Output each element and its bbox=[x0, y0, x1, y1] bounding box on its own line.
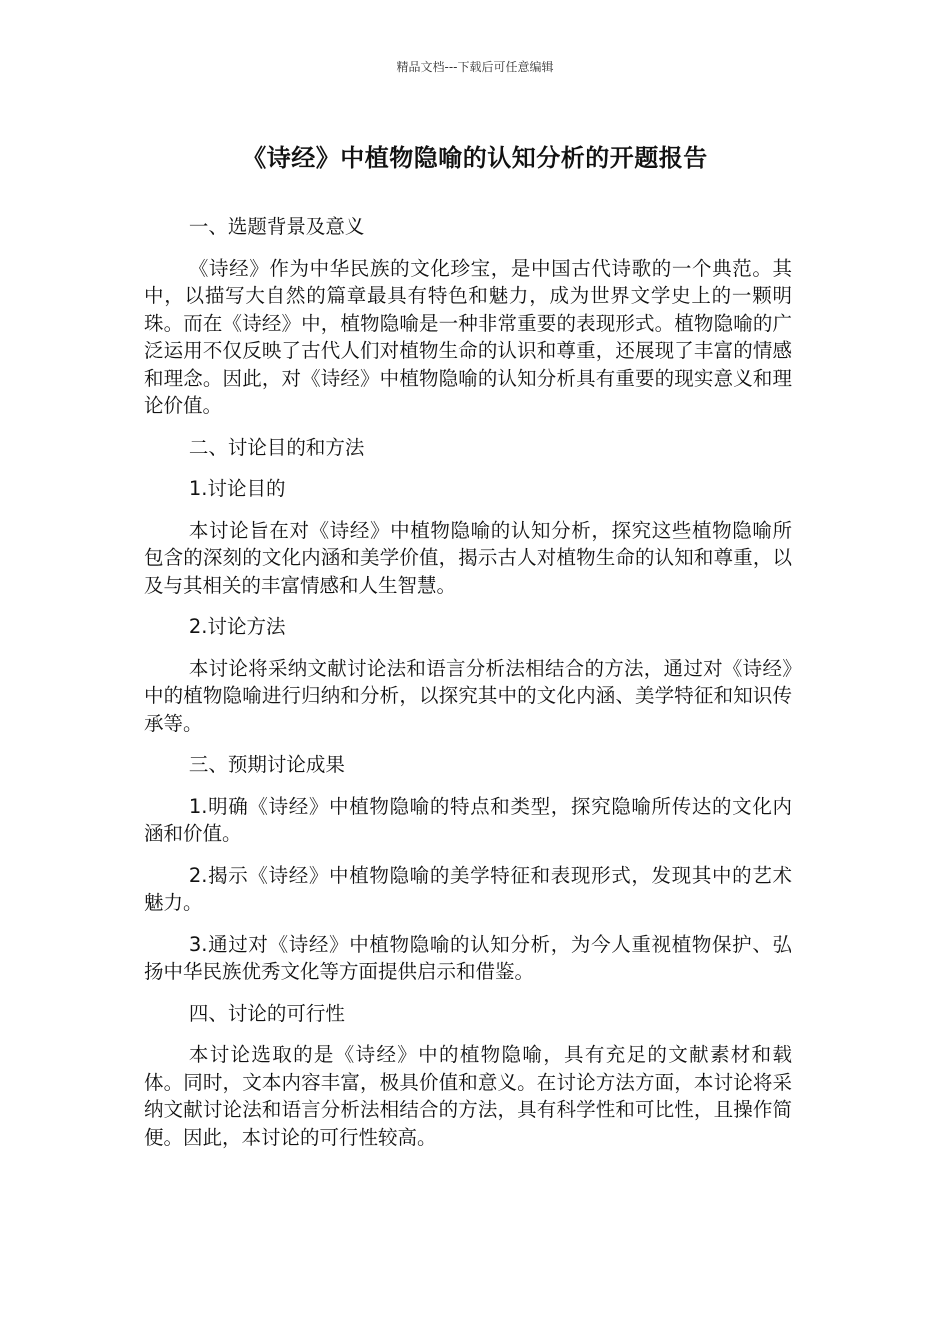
paragraph-result-1: 1.明确《诗经》中植物隐喻的特点和类型，探究隐喻所传达的文化内涵和价值。 bbox=[144, 794, 792, 845]
paragraph-method: 本讨论将采纳文献讨论法和语言分析法相结合的方法，通过对《诗经》中的植物隐喻进行归纳和分析，以探究其中的文化内涵、美学特征和知识传承等。 bbox=[144, 656, 792, 735]
paragraph-background: 《诗经》作为中华民族的文化珍宝，是中国古代诗歌的一个典范。其中，以描写大自然的篇章最具有特色和魅力，成为世界文学史上的一颗明珠。而在《诗经》中，植物隐喻是一种非常重要的表现形式。植物隐喻的广泛运用不仅反映了古代人们对植物生命的认识和尊重，还展现了丰富的情感和理念。因此，对《诗经》中植物隐喻的认知分析具有重要的现实意义和理论价值。 bbox=[144, 256, 792, 417]
section-heading-expected-results: 三、预期讨论成果 bbox=[188, 753, 345, 776]
subheading-method: 2.讨论方法 bbox=[188, 615, 286, 638]
section-heading-background: 一、选题背景及意义 bbox=[188, 215, 365, 238]
section-heading-feasibility: 四、讨论的可行性 bbox=[188, 1001, 345, 1025]
paragraph-feasibility: 本讨论选取的是《诗经》中的植物隐喻，具有充足的文献素材和载体。同时，文本内容丰富，极具价值和意义。在讨论方法方面，本讨论将采纳文献讨论法和语言分析法相结合的方法，具有科学性和可比性，且操作简便。因此，本讨论的可行性较高。 bbox=[144, 1043, 792, 1149]
paragraph-result-3: 3.通过对《诗经》中植物隐喻的认知分析，为今人重视植物保护、弘扬中华民族优秀文化等方面提供启示和借鉴。 bbox=[144, 932, 792, 983]
document-title: 《诗经》中植物隐喻的认知分析的开题报告 bbox=[242, 144, 708, 172]
subheading-purpose: 1.讨论目的 bbox=[188, 477, 286, 500]
document-body bbox=[144, 213, 792, 1165]
paragraph-result-2: 2.揭示《诗经》中植物隐喻的美学特征和表现形式，发现其中的艺术魅力。 bbox=[144, 863, 792, 914]
section-heading-purpose-method: 二、讨论目的和方法 bbox=[188, 435, 365, 459]
paragraph-purpose: 本讨论旨在对《诗经》中植物隐喻的认知分析，探究这些植物隐喻所包含的深刻的文化内涵和美学价值，揭示古人对植物生命的认知和尊重，以及与其相关的丰富情感和人生智慧。 bbox=[144, 518, 792, 597]
header-note: 精品文档---下载后可任意编辑 bbox=[396, 60, 554, 74]
